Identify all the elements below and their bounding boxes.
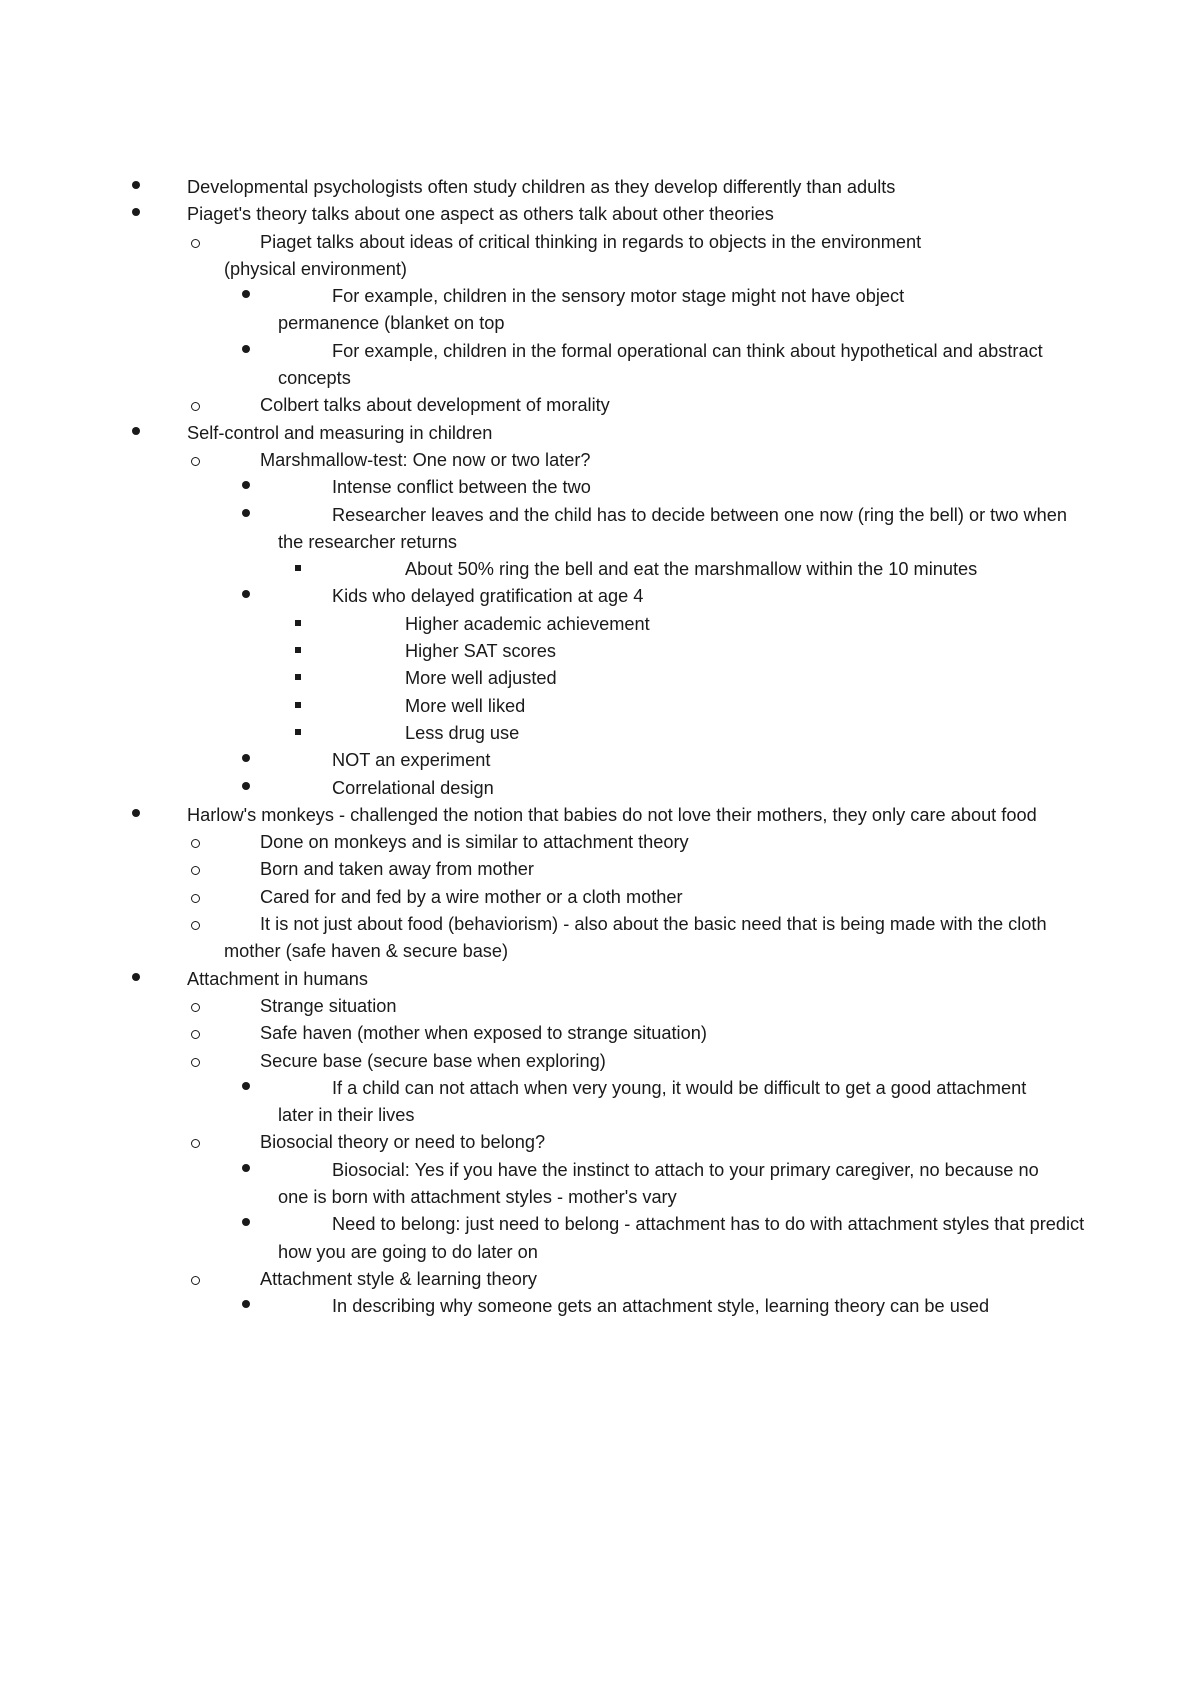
item-text: Safe haven (mother when exposed to strange situation) [260,1023,707,1044]
list-item [0,665,1200,692]
item-text: Secure base (secure base when exploring) [260,1050,606,1071]
item-text: NOT an experiment [332,750,491,771]
list-item [0,1266,1200,1293]
notes-document [0,174,1200,1320]
item-text: Born and taken away from mother [260,859,534,880]
item-text: Marshmallow-test: One now or two later? [260,449,591,470]
list-item [0,993,1200,1020]
item-text: Kids who delayed gratification at age 4 [332,586,644,607]
list-item [0,174,1200,201]
list-item [0,829,1200,856]
list-item [0,747,1200,774]
item-text: More well adjusted [405,668,557,689]
list-item [0,775,1200,802]
item-text: Biosocial theory or need to belong? [260,1132,546,1153]
item-text: About 50% ring the bell and eat the marshmallow within the 10 minutes [405,559,978,580]
list-item [0,447,1200,474]
list-item [0,638,1200,665]
item-text: Biosocial: Yes if you have the instinct to attach to your primary caregiver, no because no one is born with attachment styles - mother's vary [278,1159,1039,1207]
list-item [0,911,1200,966]
item-text: Attachment style & learning theory [260,1268,537,1289]
item-text: Less drug use [405,722,520,743]
list-item [0,693,1200,720]
item-text: Piaget talks about ideas of critical thinking in regards to objects in the environment (physical environment) [224,231,922,279]
item-text: More well liked [405,695,526,716]
list-item [0,966,1200,993]
list-item [0,1020,1200,1047]
list-item [0,1048,1200,1075]
list-item [0,583,1200,610]
list-item [0,802,1200,829]
item-text: It is not just about food (behaviorism) - also about the basic need that is being made with the cloth mother (safe haven & secure base) [224,914,1047,962]
list-item [0,283,1200,338]
list-item [0,1293,1200,1320]
list-item [0,1211,1200,1266]
list-item [0,1129,1200,1156]
item-text: Researcher leaves and the child has to decide between one now (ring the bell) or two when the researcher returns [278,504,1068,552]
item-text: Need to belong: just need to belong - attachment has to do with attachment styles that predict how you are going to do later on [278,1214,1085,1262]
item-text: Strange situation [260,995,397,1016]
list-item [0,856,1200,883]
list-item [0,1157,1200,1212]
item-text: Self-control and measuring in children [187,422,493,443]
list-item [0,720,1200,747]
list-item [0,611,1200,638]
item-text: Cared for and fed by a wire mother or a cloth mother [260,886,683,907]
list-item [0,392,1200,419]
item-text: For example, children in the sensory motor stage might not have object permanence (blanket on top [278,286,905,334]
list-item [0,201,1200,228]
item-text: In describing why someone gets an attachment style, learning theory can be used [332,1296,990,1317]
list-item [0,338,1200,393]
item-text: For example, children in the formal operational can think about hypothetical and abstract concepts [278,340,1043,389]
list-item [0,1075,1200,1130]
item-text: Intense conflict between the two [332,477,591,498]
list-item [0,502,1200,557]
item-text: Higher SAT scores [405,641,556,662]
item-text: Colbert talks about development of morality [260,395,610,416]
list-item [0,420,1200,447]
item-text: Developmental psychologists often study children as they develop differently than adults [187,177,896,197]
item-text: Done on monkeys and is similar to attachment theory [260,832,689,853]
item-text: Attachment in humans [187,968,368,989]
item-text: If a child can not attach when very young, it would be difficult to get a good attachment later in their lives [278,1077,1027,1126]
list-item [0,884,1200,911]
list-item [0,474,1200,501]
item-text: Correlational design [332,777,494,798]
item-text: Harlow's monkeys - challenged the notion that babies do not love their mothers, they only care about food [187,804,1037,825]
item-text: Higher academic achievement [405,613,650,634]
item-text: Piaget's theory talks about one aspect as others talk about other theories [187,204,774,225]
list-item [0,229,1200,284]
list-item [0,556,1200,583]
